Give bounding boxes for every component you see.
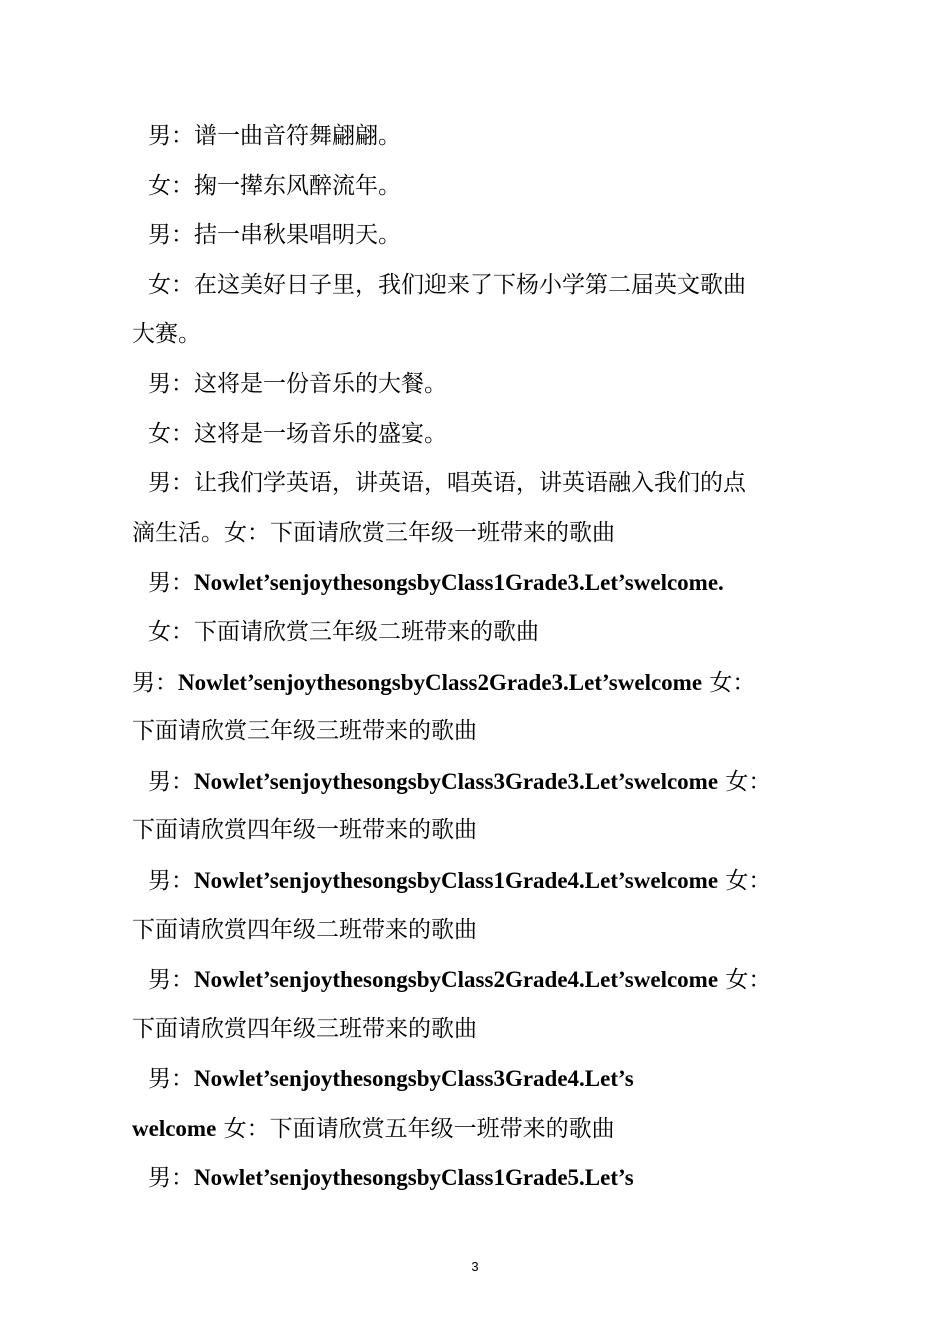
chinese-text-segment: 下面请欣赏四年级一班带来的歌曲 xyxy=(132,817,477,844)
chinese-text-segment: 大赛。 xyxy=(132,321,201,348)
text-line xyxy=(132,410,832,460)
text-line xyxy=(132,558,832,608)
english-text-segment: Nowlet’senjoythesongsbyClass2Grade3.Let’swelcome xyxy=(178,669,703,695)
chinese-text-segment: 男： xyxy=(148,768,194,795)
chinese-text-segment: 男：让我们学英语，讲英语，唱英语，讲英语融入我们的点 xyxy=(148,470,746,497)
text-line xyxy=(132,806,832,856)
text-line xyxy=(132,1104,832,1154)
chinese-text-segment: 女： xyxy=(718,867,772,894)
page-number: 3 xyxy=(471,1259,479,1274)
english-text-segment: Nowlet’senjoythesongsbyClass3Grade4.Let’s xyxy=(194,1066,634,1092)
chinese-text-segment: 男：谱一曲音符舞翩翩。 xyxy=(148,123,401,149)
text-line xyxy=(132,608,832,658)
chinese-text-segment: 男： xyxy=(148,867,194,894)
text-line xyxy=(132,162,832,212)
english-text-segment: Nowlet’senjoythesongsbyClass1Grade4.Let’swelcome xyxy=(194,867,719,893)
text-line xyxy=(132,360,832,410)
text-line xyxy=(132,211,832,261)
text-line xyxy=(132,906,832,956)
chinese-text-segment: 男： xyxy=(148,570,194,597)
chinese-text-segment: 滴生活。女：下面请欣赏三年级一班带来的歌曲 xyxy=(132,519,615,546)
chinese-text-segment: 男： xyxy=(132,669,178,696)
chinese-text-segment: 男：拮一串秋果唱明天。 xyxy=(148,222,401,249)
text-line xyxy=(132,1005,832,1055)
text-line xyxy=(132,955,832,1005)
document-body xyxy=(132,112,832,1203)
text-line xyxy=(132,261,832,311)
text-line xyxy=(132,658,832,708)
chinese-text-segment: 男： xyxy=(148,967,194,994)
english-text-segment: Nowlet’senjoythesongsbyClass1Grade5.Let’s xyxy=(194,1165,634,1191)
chinese-text-segment: 女： xyxy=(718,967,772,994)
english-text-segment: welcome xyxy=(132,1115,217,1141)
text-line xyxy=(132,757,832,807)
chinese-text-segment: 下面请欣赏四年级二班带来的歌曲 xyxy=(132,916,477,943)
chinese-text-segment: 女：下面请欣赏五年级一班带来的歌曲 xyxy=(216,1115,615,1142)
chinese-text-segment: 女：在这美好日子里，我们迎来了下杨小学第二届英文歌曲 xyxy=(148,271,746,298)
chinese-text-segment: 男： xyxy=(148,1165,194,1192)
text-line xyxy=(132,112,832,162)
english-text-segment: Nowlet’senjoythesongsbyClass1Grade3.Let’swelcome. xyxy=(194,570,724,596)
english-text-segment: Nowlet’senjoythesongsbyClass3Grade3.Let’swelcome xyxy=(194,768,719,794)
text-line xyxy=(132,1153,832,1203)
english-text-segment: Nowlet’senjoythesongsbyClass2Grade4.Let’swelcome xyxy=(194,967,719,993)
chinese-text-segment: 女： xyxy=(718,768,772,795)
chinese-text-segment: 男：这将是一份音乐的大餐。 xyxy=(148,370,447,397)
chinese-text-segment: 女：掬一撵东风醉流年。 xyxy=(148,172,401,199)
chinese-text-segment: 女：这将是一场音乐的盛宴。 xyxy=(148,420,447,447)
text-line xyxy=(132,856,832,906)
chinese-text-segment: 女：下面请欣赏三年级二班带来的歌曲 xyxy=(148,618,539,645)
chinese-text-segment: 下面请欣赏四年级三班带来的歌曲 xyxy=(132,1015,477,1042)
text-line xyxy=(132,509,832,559)
chinese-text-segment: 男： xyxy=(148,1066,194,1093)
chinese-text-segment: 下面请欣赏三年级三班带来的歌曲 xyxy=(132,718,477,745)
chinese-text-segment: 女： xyxy=(702,669,756,696)
text-line xyxy=(132,707,832,757)
text-line xyxy=(132,459,832,509)
text-line xyxy=(132,1054,832,1104)
text-line xyxy=(132,310,832,360)
